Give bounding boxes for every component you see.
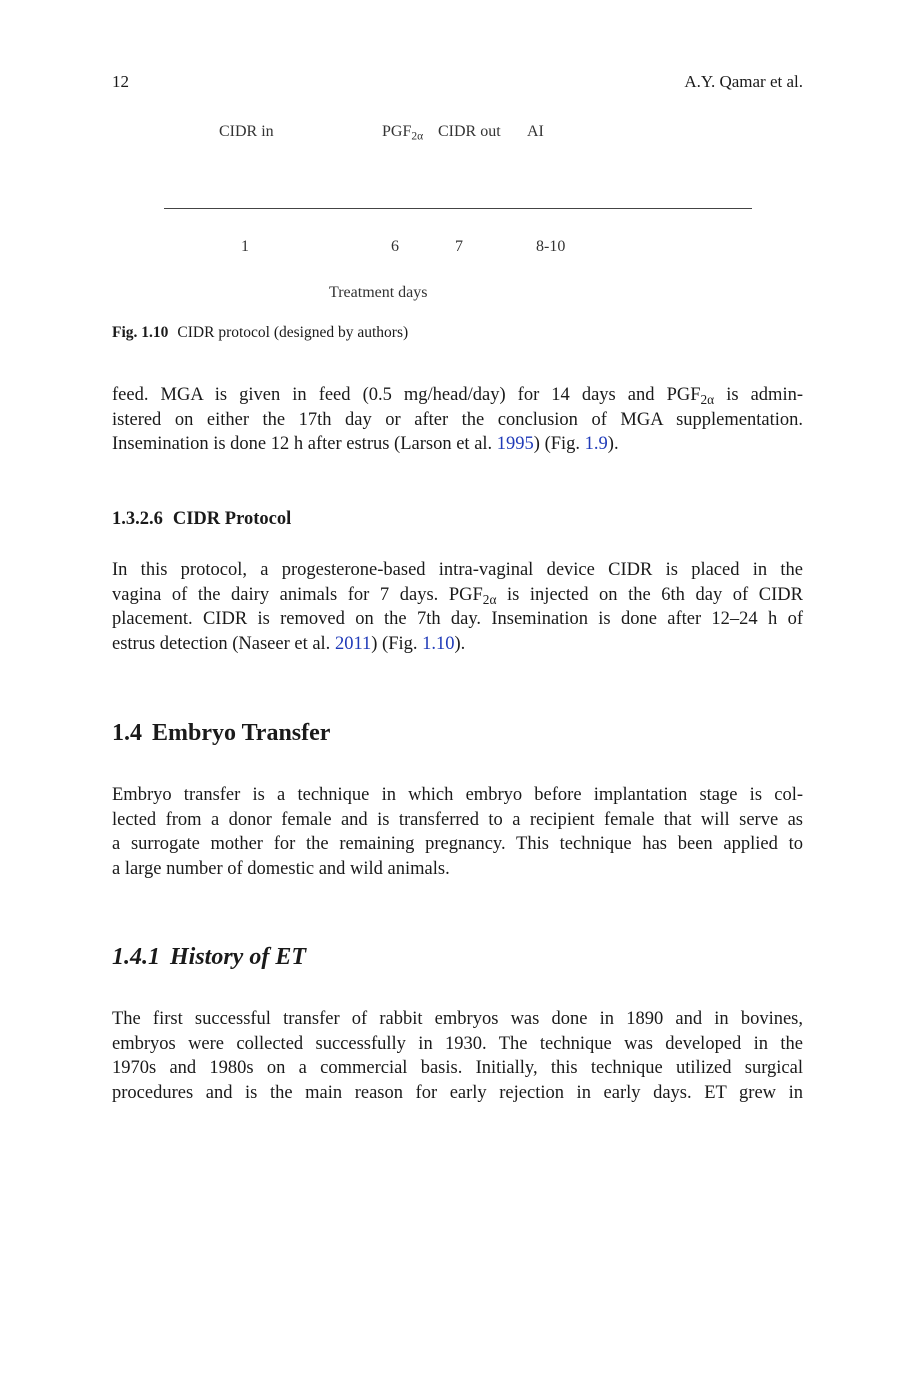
timeline-line xyxy=(164,208,752,209)
text-run: is injected on the 6th day of CIDR xyxy=(496,584,803,605)
label-cidr-out: CIDR out xyxy=(438,123,501,140)
subscript: 2α xyxy=(482,591,497,607)
text-line: a surrogate mother for the remaining pregnancy. This technique has been applied to xyxy=(112,834,803,854)
tick-day-8-10: 8-10 xyxy=(536,238,566,255)
section-title: History of ET xyxy=(170,944,306,970)
text-run: ) (Fig. xyxy=(371,633,423,654)
text-run: vagina of the dairy animals for 7 days. PGF xyxy=(112,584,483,605)
text-line: 1970s and 1980s on a commercial basis. Initially, this technique utilized surgical xyxy=(112,1058,803,1078)
text-line: In this protocol, a progesterone-based intra-vaginal device CIDR is placed in the xyxy=(112,560,803,580)
subscript: 2α xyxy=(700,391,715,407)
text-line xyxy=(112,383,803,408)
text-line: placement. CIDR is removed on the 7th day. Insemination is done after 12–24 h of xyxy=(112,609,803,629)
citation-link-1995[interactable]: 1995 xyxy=(496,434,534,454)
section-number: 1.3.2.6 xyxy=(112,509,163,529)
citation-link-2011[interactable]: 2011 xyxy=(334,633,372,654)
text-line xyxy=(112,432,803,457)
text-line: embryos were collected successfully in 1930. The technique was developed in the xyxy=(112,1033,803,1054)
caption-label: Fig. 1.10 xyxy=(112,324,169,341)
paragraph-embryo-transfer xyxy=(112,783,803,881)
caption-text: CIDR protocol (designed by authors) xyxy=(177,324,409,341)
page-number: 12 xyxy=(112,72,129,91)
text-run: ). xyxy=(607,434,619,454)
axis-label-treatment-days: Treatment days xyxy=(329,284,428,301)
section-number: 1.4 xyxy=(112,720,142,746)
section-heading-cidr-protocol xyxy=(112,509,291,530)
figure-link-1-10[interactable]: 1.10 xyxy=(422,633,455,654)
figure-cidr-protocol xyxy=(0,0,916,320)
section-number: 1.4.1 xyxy=(112,944,160,970)
text-line xyxy=(112,632,803,657)
label-ai: AI xyxy=(527,123,544,140)
tick-day-6: 6 xyxy=(391,238,399,255)
text-line xyxy=(112,583,803,608)
section-title: CIDR Protocol xyxy=(172,509,292,529)
paragraph-mga-protocol xyxy=(112,383,803,457)
text-run: ) (Fig. xyxy=(533,434,585,454)
text-run: estrus detection (Naseer et al. xyxy=(112,633,335,654)
label-cidr-in: CIDR in xyxy=(219,123,274,140)
text-line: istered on either the 17th day or after the conclusion of MGA supplementation. xyxy=(112,409,803,430)
figure-link-1-9[interactable]: 1.9 xyxy=(584,434,608,454)
text-run: ). xyxy=(454,633,466,654)
label-pgf xyxy=(382,123,423,141)
text-line: procedures and is the main reason for early rejection in early days. ET grew in xyxy=(112,1082,803,1103)
tick-day-7: 7 xyxy=(455,238,463,255)
text-line: a large number of domestic and wild animals. xyxy=(112,858,450,879)
section-heading-embryo-transfer xyxy=(112,720,330,747)
running-head: A.Y. Qamar et al. xyxy=(684,72,803,91)
section-heading-history-of-et xyxy=(112,944,306,971)
paragraph-cidr-protocol xyxy=(112,558,803,656)
tick-day-1: 1 xyxy=(241,238,249,255)
text-line: Embryo transfer is a technique in which embryo before implantation stage is col- xyxy=(112,785,803,805)
label-pgf-main: PGF xyxy=(382,123,412,140)
paragraph-history-of-et xyxy=(112,1007,803,1105)
text-line: The first successful transfer of rabbit embryos was done in 1890 and in bovines, xyxy=(112,1009,803,1029)
text-run: is admin- xyxy=(714,385,803,405)
text-run: feed. MGA is given in feed (0.5 mg/head/day) for 14 days and PGF xyxy=(112,385,701,405)
text-line: lected from a donor female and is transferred to a recipient female that will serve as xyxy=(112,809,803,830)
label-pgf-subscript: 2α xyxy=(411,130,424,143)
section-title: Embryo Transfer xyxy=(152,720,331,746)
figure-caption xyxy=(112,324,408,342)
text-run: Insemination is done 12 h after estrus (Larson et al. xyxy=(112,434,497,454)
